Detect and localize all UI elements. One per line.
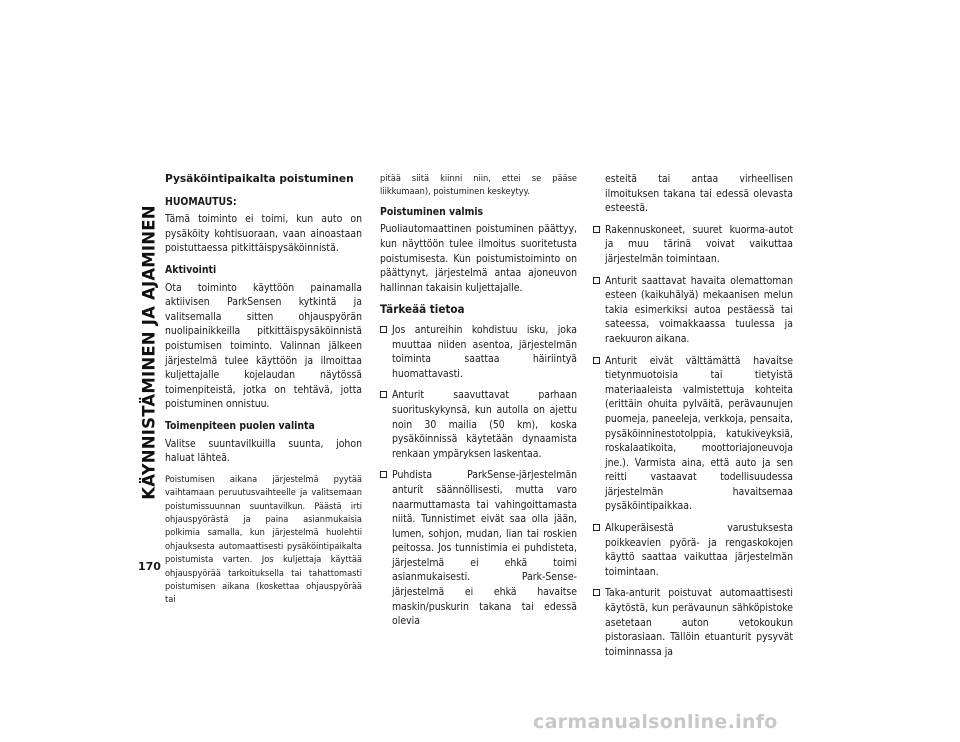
- page-number: 170: [138, 560, 161, 573]
- column-2: [380, 172, 577, 636]
- activation-label: Aktivointi: [165, 263, 217, 276]
- chapter-title: KÄYNNISTÄMINEN JA AJAMINEN: [139, 204, 159, 500]
- side-selection-label: Toimenpiteen puolen valinta: [165, 419, 315, 432]
- bullet-text: Anturit saavuttavat parhaan suorituskykynsä, kun autolla on ajettu noin 30 mailia (50 km), koska pysäköinnissä käytetään dynaamista renkaan ympäryksen laskentaa.: [392, 389, 577, 460]
- exit-complete-label: Poistuminen valmis: [380, 205, 484, 218]
- bullet-item: [593, 274, 793, 347]
- exit-procedure-text: Poistumisen aikana järjestelmä pyytää vaihtamaan peruutusvaihteelle ja valitsemaan poistumissuunnan suuntavilkun. Päästä irti ohjauspyörästä ja paina asianmukaisia polkimia samalla, kun järjestelmä huolehtii ohjauksesta automaattisesti pysäköintipaikalta poistumista varten. Jos kuljettaja käyttää ohjauspyörää tarkoituksella tai tahattomasti poistumisen aikana (koskettaa ohjauspyörää tai: [165, 473, 362, 606]
- bullet-text: Anturit saattavat havaita olemattoman esteen (kaikuhälyä) mekaanisen melun takia esimerkiksi autoa pestäessä tai sateessa, voimakkaassa tuulessa ja raekuuron aikana.: [605, 274, 793, 345]
- exit-complete-text: Puoliautomaattinen poistuminen päättyy, kun näyttöön tulee ilmoitus suoritetusta poistumisesta. Kun poistumistoiminto on päättynyt, järjestelmä antaa ajoneuvon hallinnan takaisin kuljettajalle.: [380, 223, 577, 294]
- checkbox-bullet-icon: [380, 326, 387, 333]
- bullet-text: Puhdista ParkSense-järjestelmän anturit säännöllisesti, mutta varo naarmuttamasta tai vahingoittamasta niitä. Tunnistimet eivät saa olla jään, lumen, sohjon, mudan, lian tai roskien peitossa. Jos tunnistimia ei puhdisteta, järjestelmä ei ehkä toimi asianmukaisesti. Park-Sense-järjestelmä ei ehkä havaitse maskin/puskurin takana tai edessä olevia: [392, 469, 577, 628]
- checkbox-bullet-icon: [593, 277, 600, 284]
- checkbox-bullet-icon: [593, 524, 600, 531]
- important-info-heading: Tärkeää tietoa: [380, 302, 465, 317]
- bullet-text: Alkuperäisestä varustuksesta poikkeavien pyörä- ja rengaskokojen käyttö saattaa vaikuttaa järjestelmän toimintaan.: [605, 522, 793, 578]
- bullet-text: Taka-anturit poistuvat automaattisesti käytöstä, kun perävaunun sähköpistoke asetetaan auton vetokoukun pistorasiaan. Tällöin etuanturit pysyvät toiminnassa ja: [605, 587, 793, 658]
- bullet-item: [593, 521, 793, 579]
- bullet-item: [593, 354, 793, 515]
- checkbox-bullet-icon: [380, 471, 387, 478]
- checkbox-bullet-icon: [593, 226, 600, 233]
- chapter-sidebar: [138, 172, 160, 532]
- watermark-link[interactable]: carmanualsonline.info: [533, 711, 778, 733]
- bullet-item: [380, 388, 577, 461]
- checkbox-bullet-icon: [593, 357, 600, 364]
- checkbox-bullet-icon: [593, 589, 600, 596]
- activation-text: Ota toiminto käyttöön painamalla aktiivisen ParkSensen kytkintä ja valitsemalla sitten ohjauspyörän nuolipainikkeilla pitkittäispysäköinnistä poistumisen toiminto. Valinnan jälkeen järjestelmä tulee käyttöön ja ilmoittaa kuljettajalle kojelaudan näytössä toimenpiteistä, jotka on tehtävä, jotta poistuminen onnistuu.: [165, 281, 362, 411]
- bullet-text: Anturit eivät välttämättä havaitse tietynmuotoisia tai tietyistä materiaaleista valmistettuja kohteita (erittäin ohuita pylväitä, perävaunujen puomeja, paneeleja, verkkoja, pensaita, pysäköinninestotolppia, katukiveyksiä, roskalaatikoita, moottoriajoneuvoja jne.). Varmista aina, että auto ja sen reitti vastaavat todellisuudessa järjestelmän havaitsemaa pysäköintipaikkaa.: [605, 354, 793, 513]
- column-3: [593, 172, 793, 666]
- note-text: Tämä toiminto ei toimi, kun auto on pysäköity kohtisuoraan, vaan ainoastaan poistuttaessa pitkittäispysäköinnistä.: [165, 213, 362, 255]
- bullet-item: [593, 586, 793, 659]
- bullet-item: [380, 323, 577, 381]
- continued-text: pitää siitä kiinni niin, ettei se pääse liikkumaan), poistuminen keskeytyy.: [380, 173, 577, 198]
- section-title: Pysäköintipaikalta poistuminen: [165, 173, 354, 185]
- checkbox-bullet-icon: [380, 391, 387, 398]
- side-selection-text: Valitse suuntavilkuilla suunta, johon haluat lähteä.: [165, 437, 362, 465]
- bullet-text: Rakennuskoneet, suuret kuorma-autot ja muu tärinä voivat vaikuttaa järjestelmän toimintaan.: [605, 223, 793, 265]
- continued-text: esteitä tai antaa virheellisen ilmoituksen takana tai edessä olevasta esteestä.: [605, 173, 793, 215]
- note-label: HUOMAUTUS:: [165, 195, 237, 208]
- column-1: [165, 172, 362, 613]
- bullet-text: Jos antureihin kohdistuu isku, joka muuttaa niiden asentoa, järjestelmän toiminta saattaa häiriintyä huomattavasti.: [392, 323, 577, 380]
- bullet-item: [380, 468, 577, 629]
- bullet-item: [593, 223, 793, 267]
